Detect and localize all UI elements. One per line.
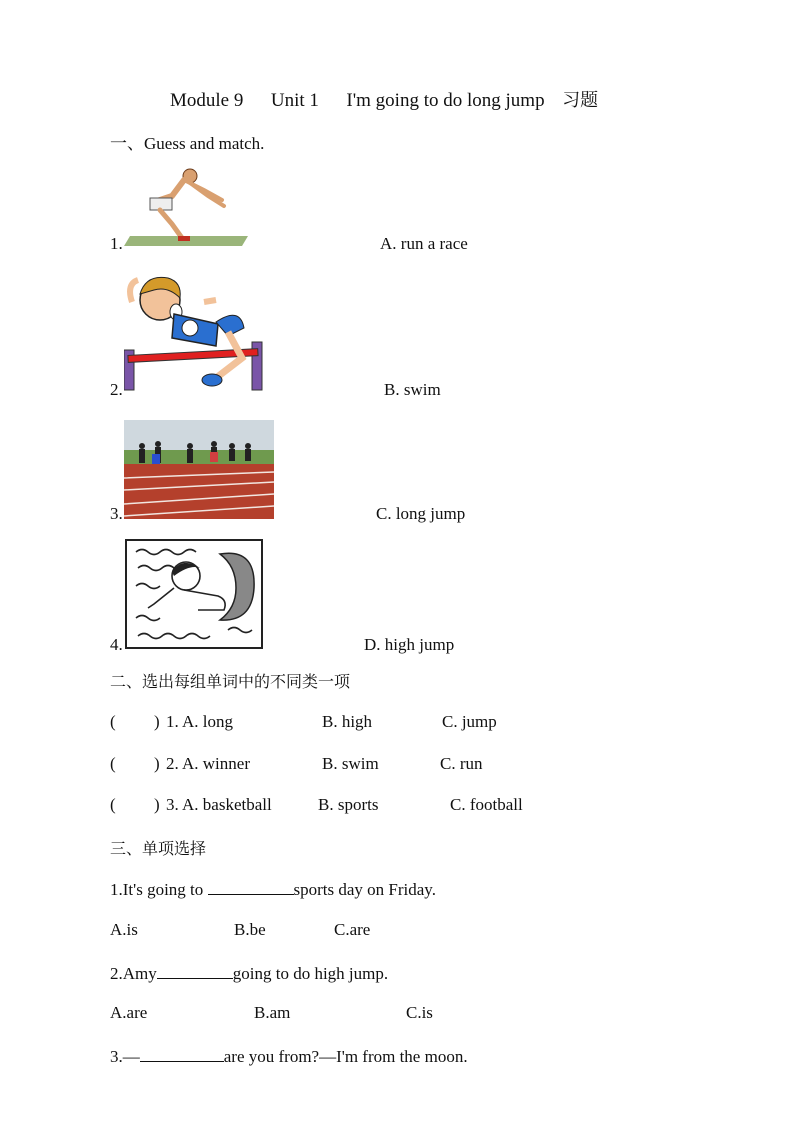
question-text-post: sports day on Friday.: [293, 880, 436, 899]
choice-b: B. high: [322, 712, 373, 731]
swimmer-image: [124, 538, 264, 650]
choice-a: A. basketball: [182, 795, 272, 814]
answer-paren-open: (: [110, 754, 116, 773]
match-option-b: B. swim: [384, 380, 441, 399]
match-option-d: D. high jump: [364, 635, 455, 654]
match-number-4: 4.: [110, 635, 123, 654]
option-b: B.be: [234, 920, 266, 939]
match-option-a: A. run a race: [380, 234, 468, 253]
race-track-image: [124, 420, 274, 519]
choice-c: C. jump: [442, 712, 497, 731]
match-number-1: 1.: [110, 234, 123, 253]
long-jump-image: [124, 166, 250, 248]
question-number: 2.: [166, 754, 179, 773]
option-c: C.is: [406, 1003, 433, 1022]
answer-blank[interactable]: [208, 878, 294, 895]
option-a: A.is: [110, 920, 138, 939]
choice-b: B. swim: [322, 754, 379, 773]
answer-blank[interactable]: [140, 1045, 224, 1062]
match-option-c: C. long jump: [376, 504, 466, 523]
title-topic: I'm going to do long jump: [346, 90, 545, 111]
answer-blank[interactable]: [157, 962, 233, 979]
title-unit: Unit 1: [270, 90, 319, 111]
mc-question-2: [110, 962, 388, 984]
option-b: B.am: [254, 1003, 291, 1022]
choice-c: C. football: [450, 795, 523, 814]
question-text-pre: 3.—: [110, 1047, 140, 1066]
mc-question-1: [110, 878, 436, 900]
question-text-pre: 2.Amy: [110, 964, 157, 983]
question-text-post: are you from?—I'm from the moon.: [223, 1047, 468, 1066]
high-jump-image: [124, 272, 266, 394]
answer-paren-close: ): [154, 712, 160, 731]
choice-c: C. run: [440, 754, 483, 773]
choice-a: A. long: [182, 712, 233, 731]
title-module: Module 9: [170, 90, 244, 111]
section3-heading: 三、单项选择: [110, 839, 207, 858]
answer-paren-open: (: [110, 795, 116, 814]
choice-b: B. sports: [318, 795, 379, 814]
choice-a: A. winner: [182, 754, 250, 773]
answer-paren-close: ): [154, 754, 160, 773]
section2-heading: 二、选出每组单词中的不同类一项: [110, 672, 351, 691]
match-number-3: 3.: [110, 504, 123, 523]
mc-question-3: [110, 1045, 468, 1067]
answer-paren-close: ): [154, 795, 160, 814]
option-a: A.are: [110, 1003, 148, 1022]
section1-heading: 一、Guess and match.: [110, 134, 265, 153]
match-number-2: 2.: [110, 380, 123, 399]
option-c: C.are: [334, 920, 371, 939]
question-text-post: going to do high jump.: [232, 964, 389, 983]
question-text-pre: 1.It's going to: [110, 880, 204, 899]
question-number: 1.: [166, 712, 179, 731]
answer-paren-open: (: [110, 712, 116, 731]
page-title: [170, 86, 598, 112]
title-suffix: 习题: [562, 90, 599, 111]
question-number: 3.: [166, 795, 179, 814]
